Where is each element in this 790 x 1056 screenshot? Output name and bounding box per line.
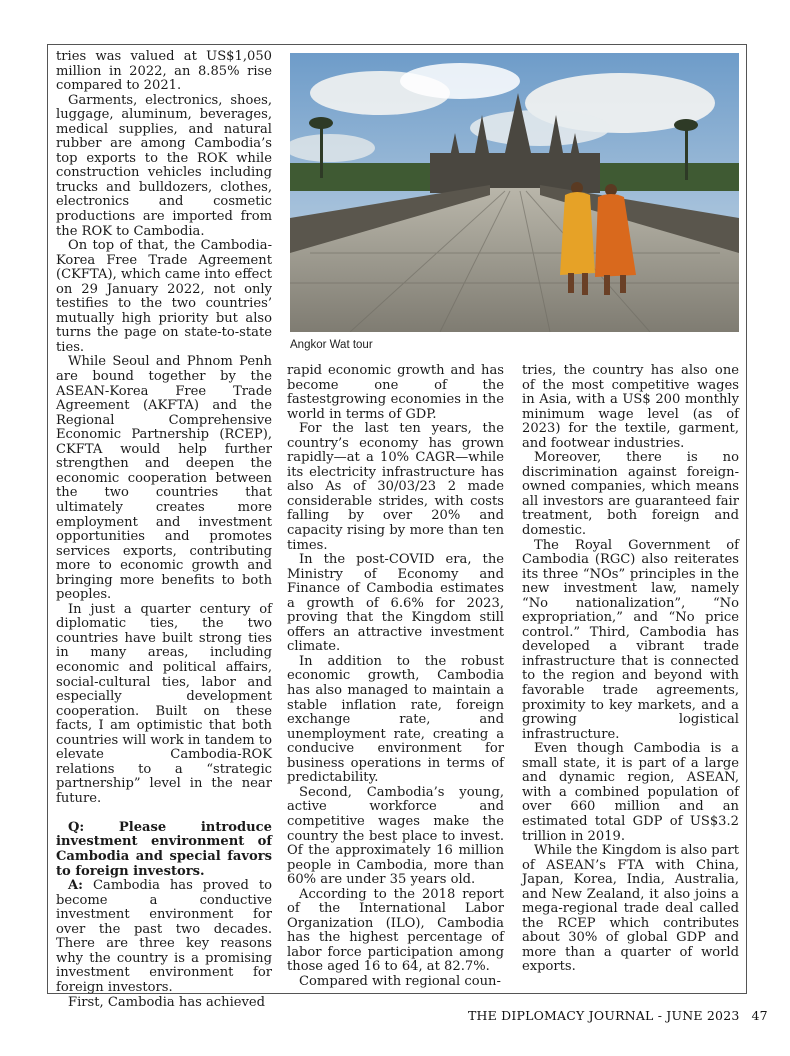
cloud bbox=[470, 110, 610, 146]
paragraph: The Royal Government of Cambodia (RGC) also reiterates its three “NOs” principles in the new investment law, namely “No nationalization”, “No expropriation,” and “No price control.” Third, Cambodia has developed a vibrant trade infrastructure that is connected to the region and beyond with favorable trade agreements, proximity to key markets, and a growing logistical infrastructure. bbox=[522, 537, 739, 742]
paragraph: First, Cambodia has achieved bbox=[68, 994, 266, 1010]
page-number: 47 bbox=[751, 1008, 768, 1023]
article-column-2 bbox=[287, 364, 504, 990]
paragraph: tries, the country has also one of the most competitive wages in Asia, with a US$ 200 monthly minimum wage level (as of 2023) for the textile, garment, and footwear industries. bbox=[522, 363, 739, 451]
paragraph: Moreover, there is no discrimination against foreign-owned companies, which means all investors are guaranteed fair treatment, both foreign and domestic. bbox=[522, 450, 739, 539]
answer-label: A: bbox=[68, 878, 83, 894]
article-column-1 bbox=[56, 50, 272, 1010]
paragraph: According to the 2018 report of the International Labor Organization (ILO), Cambodia has the highest percentage of labor force participation among those aged 16 to 64, at 82.7%. bbox=[287, 886, 504, 975]
paragraph: While the Kingdom is also part of ASEAN’s FTA with China, Japan, Korea, India, Australia, and New Zealand, it also joins a mega-regional trade deal called the RCEP which contributes about 30% of global GDP and more than a quarter of world exports. bbox=[522, 843, 739, 975]
paragraph: On top of that, the Cambodia-Korea Free Trade Agreement (CKFTA), which came into effect on 29 January 2022, not only testifies to the two countries’ mutually high priority but also turns the page on state-to-state ties. bbox=[56, 238, 272, 355]
photo-caption: Angkor Wat tour bbox=[290, 339, 373, 351]
paragraph: Compared with regional coun- bbox=[299, 973, 501, 989]
angkor-wat-illustration bbox=[290, 53, 739, 332]
interview-answer bbox=[56, 879, 272, 995]
journal-name: THE DIPLOMACY JOURNAL - JUNE 2023 bbox=[468, 1008, 740, 1023]
paragraph: For the last ten years, the country’s economy has grown rapidly—at a 10% CAGR—while its electricity infrastructure has also As of 30/03/23 2 made considerable strides, with costs falling by over 20% and capacity rising by more than ten times. bbox=[287, 421, 504, 553]
page-footer bbox=[468, 1008, 768, 1023]
paragraph: In addition to the robust economic growth, Cambodia has also managed to maintain a stable inflation rate, foreign exchange rate, and unemployment rate, creating a conducive environment for business operations in terms of predictability. bbox=[287, 653, 504, 786]
angkor-wat-photo bbox=[290, 53, 739, 332]
paragraph: In just a quarter century of diplomatic ties, the two countries have built strong ties in many areas, including economic and political affairs, social-cultural ties, labor and especially development cooperation. Built on these facts, I am optimistic that both countries will work in tandem to elevate Cambodia-ROK relations to a “strategic partnership” level in the near future. bbox=[56, 601, 272, 806]
paragraph: rapid economic growth and has become one of the fastestgrowing economies in the world in terms of GDP. bbox=[287, 363, 504, 422]
paragraph: While Seoul and Phnom Penh are bound together by the ASEAN-Korea Free Trade Agreement (AKFTA) and the Regional Comprehensive Economic Partnership (RCEP), CKFTA would help further strengthen and deepen the economic cooperation between the two countries that ultimately creates more employment and investment opportunities and promotes services exports, contributing more to economic growth and bringing more benefits to both peoples. bbox=[56, 354, 272, 603]
answer-text: Cambodia has proved to become a conductive investment environment for over the past two decades. There are three key reasons why the country is a promising investment environment for foreign investors. bbox=[56, 878, 272, 995]
paragraph: Second, Cambodia’s young, active workforce and competitive wages make the country the best place to invest. Of the approximately 16 million people in Cambodia, more than 60% are under 35 years old. bbox=[287, 784, 504, 888]
cloud bbox=[400, 63, 520, 99]
paragraph: tries was valued at US$1,050 million in 2022, an 8.85% rise compared to 2021. bbox=[56, 49, 272, 94]
article-column-3 bbox=[522, 364, 739, 975]
interview-question: Q: Please introduce investment environment of Cambodia and special favors to foreign investors. bbox=[56, 819, 272, 879]
paragraph: Even though Cambodia is a small state, it is part of a large and dynamic region, ASEAN, with a combined population of over 660 million and an estimated total GDP of US$3.2 trillion in 2019. bbox=[522, 741, 739, 844]
paragraph: In the post-COVID era, the Ministry of Economy and Finance of Cambodia estimates a growth of 6.6% for 2023, proving that the Kingdom still offers an attractive investment climate. bbox=[287, 552, 504, 655]
paragraph: Garments, electronics, shoes, luggage, aluminum, beverages, medical supplies, and natural rubber are among Cambodia’s top exports to the ROK while construction vehicles including trucks and bulldozers, clothes, electronics and cosmetic productions are imported from the ROK to Cambodia. bbox=[56, 92, 272, 239]
